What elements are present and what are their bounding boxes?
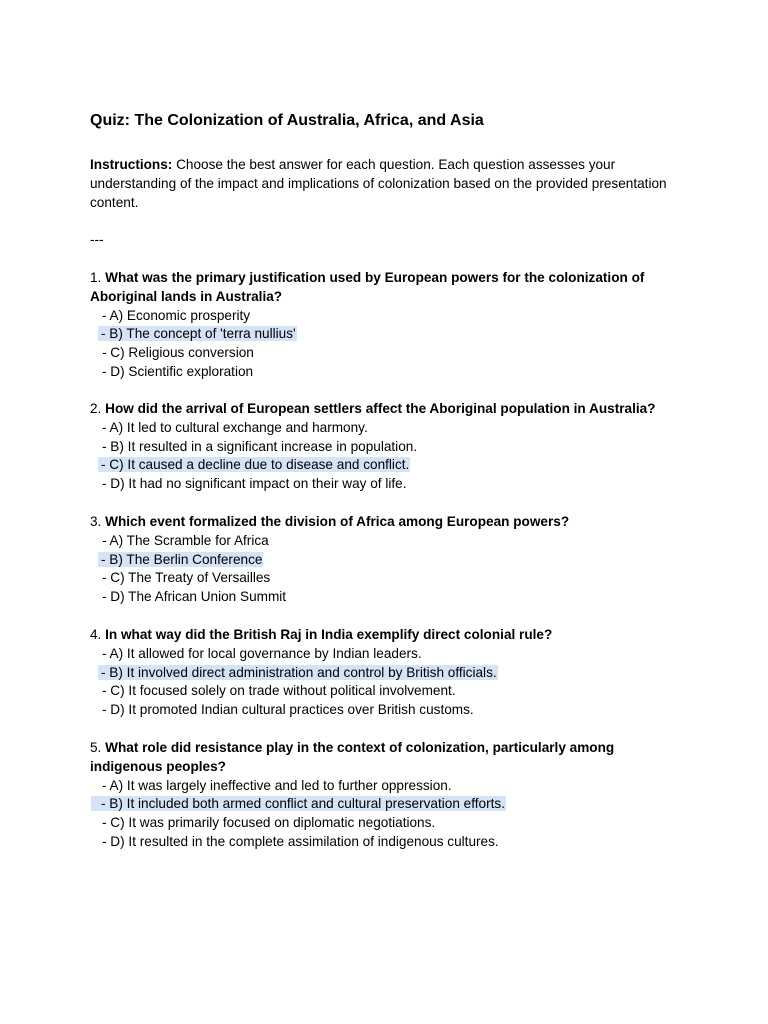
question-number: 4. — [90, 627, 102, 642]
option-label: - D) Scientific exploration — [102, 363, 254, 379]
question-text — [90, 400, 670, 419]
option-label: - A) It led to cultural exchange and harmony. — [102, 419, 368, 435]
answer-option-a[interactable] — [90, 419, 670, 438]
option-label: - C) It caused a decline due to disease and conflict. — [98, 457, 410, 472]
question-text — [90, 739, 670, 777]
answer-option-a[interactable] — [90, 307, 670, 326]
option-label: - D) The African Union Summit — [102, 589, 287, 605]
question-text — [90, 269, 670, 307]
option-label: - B) It included both armed conflict and cultural preservation efforts. — [91, 796, 506, 811]
question-text — [90, 513, 670, 532]
answer-option-d[interactable] — [90, 833, 670, 852]
answer-option-d[interactable] — [90, 475, 670, 494]
instructions-text: Choose the best answer for each question. Each question assesses your understanding of the impact and implications of colonization based on the provided presentation content. — [90, 157, 667, 210]
option-label: - D) It resulted in the complete assimilation of indigenous cultures. — [102, 833, 499, 849]
page-title: Quiz: The Colonization of Australia, Africa, and Asia — [90, 112, 484, 129]
answer-option-b-selected[interactable] — [90, 795, 670, 814]
question-number: 1. — [90, 270, 102, 285]
answer-option-c[interactable] — [90, 814, 670, 833]
question-number: 3. — [90, 514, 102, 529]
question-4 — [90, 626, 670, 720]
instructions-paragraph — [90, 156, 685, 212]
question-5 — [90, 739, 670, 852]
option-label: - C) Religious conversion — [102, 345, 254, 361]
answer-option-b[interactable] — [90, 438, 670, 457]
instructions-label: Instructions: — [90, 157, 173, 172]
option-label: - B) The Berlin Conference — [98, 552, 263, 567]
question-stem: What role did resistance play in the context of colonization, particularly among indigenous peoples? — [90, 740, 615, 774]
option-label: - D) It had no significant impact on their way of life. — [102, 476, 407, 492]
option-label: - C) It focused solely on trade without political involvement. — [102, 683, 456, 699]
option-label: - B) It involved direct administration and control by British officials. — [98, 665, 498, 680]
answer-option-c[interactable] — [90, 682, 670, 701]
option-label: - D) It promoted Indian cultural practices over British customs. — [102, 702, 474, 718]
question-stem: What was the primary justification used by European powers for the colonization of Aboriginal lands in Australia? — [90, 270, 645, 304]
question-3 — [90, 513, 670, 607]
question-number: 5. — [90, 740, 102, 755]
answer-option-a[interactable] — [90, 532, 670, 551]
option-label: - C) The Treaty of Versailles — [102, 570, 271, 586]
option-label: - B) It resulted in a significant increase in population. — [102, 438, 418, 454]
question-stem: How did the arrival of European settlers affect the Aboriginal population in Australia? — [105, 401, 656, 416]
option-label: - A) The Scramble for Africa — [102, 532, 269, 548]
answer-option-c-selected[interactable] — [90, 456, 670, 475]
answer-option-b-selected[interactable] — [90, 325, 670, 344]
answer-option-a[interactable] — [90, 777, 670, 796]
question-text — [90, 626, 670, 645]
answer-option-d[interactable] — [90, 701, 670, 720]
answer-option-c[interactable] — [90, 344, 670, 363]
option-label: - B) The concept of 'terra nullius' — [98, 326, 297, 341]
option-label: - A) It was largely ineffective and led to further oppression. — [102, 777, 452, 793]
question-stem: Which event formalized the division of Africa among European powers? — [105, 514, 570, 529]
question-2 — [90, 400, 670, 494]
answer-option-d[interactable] — [90, 588, 670, 607]
option-label: - C) It was primarily focused on diplomatic negotiations. — [102, 815, 436, 831]
question-stem: In what way did the British Raj in India exemplify direct colonial rule? — [105, 627, 553, 642]
question-1 — [90, 269, 670, 382]
option-label: - A) Economic prosperity — [102, 307, 251, 323]
option-label: - A) It allowed for local governance by Indian leaders. — [102, 645, 422, 661]
separator: --- — [90, 232, 104, 247]
question-number: 2. — [90, 401, 102, 416]
answer-option-d[interactable] — [90, 363, 670, 382]
answer-option-a[interactable] — [90, 645, 670, 664]
answer-option-b-selected[interactable] — [90, 551, 670, 570]
answer-option-b-selected[interactable] — [90, 664, 670, 683]
answer-option-c[interactable] — [90, 569, 670, 588]
